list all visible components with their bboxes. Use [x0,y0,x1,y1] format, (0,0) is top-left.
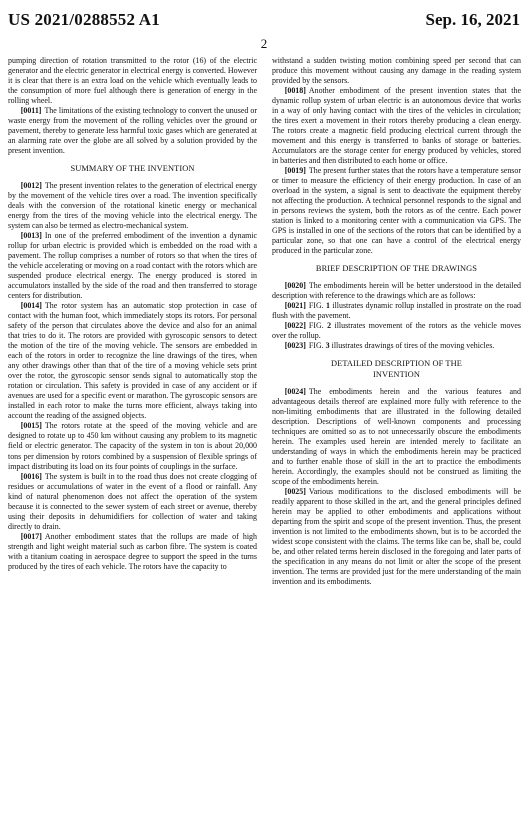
paragraph-number: [0024] [284,387,306,397]
paragraph-0014 [8,301,257,421]
paragraph-0012 [8,181,257,231]
figure-prefix: FIG. [308,321,328,331]
paragraph-text: The rotors rotate at the speed of the moving vehicle and are designed to rotate up to 450 km without causing any problem to its magnetic field or electric generator. The capacity of the system in ton is about 20,000 tons per dimension by rotors combined by a suspension of flexible springs of impact distributing its load on its four points of couplings in the surface. [8,421,257,471]
paragraph-0013 [8,231,257,301]
paragraph-text: illustrates drawings of tires of the moving vehicles. [329,341,495,351]
paragraph-0023 [272,341,521,351]
paragraph-number: [0017] [20,531,42,541]
publication-date: Sep. 16, 2021 [425,10,520,29]
paragraph-number: [0020] [284,281,306,291]
figure-prefix: FIG. [308,301,327,311]
left-column [8,56,257,824]
paragraph-0011 [8,106,257,156]
figure-number: 3 [325,341,330,351]
heading-line-2: INVENTION [373,370,420,380]
paragraph-number: [0013] [20,231,42,241]
figure-prefix: FIG. [308,341,326,351]
continuation-paragraph: withstand a sudden twisting motion combining speed per second that can produce this movement without causing any damage in the reading system provided by the sensors. [272,56,521,86]
paragraph-0019 [272,166,521,256]
paragraph-text: The embodiments herein and the various features and advantageous details thereof are explained more fully with reference to the non-limiting embodiments that are illustrated in the following detailed description. Descriptions of well-known components and processing techniques are omitted so as to not unnecessarily obscure the embodiments herein. The examples used herein are intended merely to facilitate an understanding of ways in which the embodiments herein may be practiced and to further enable those of skill in the art to practice the embodiments herein. Accordingly, the examples should not be construed as limiting the scope of the embodiments herein. [272,387,521,487]
paragraph-text: Another embodiment of the present invention states that the dynamic rollup system of urban electric is an autonomous device that works in a way of only having contact with the tires of the vehicles in circulation; the tires exert a movement in their rotors thereby producing a clean energy. The rotors create a magnetic field producing electrical current through the movement and this energy is transferred to banks of storage or batteries. Accumulators are the storage center for energy produced by vehicles, stored in batteries and then distributed to each home or office. [272,86,521,166]
paragraph-text: Another embodiment states that the rollups are made of high strength and light weight material such as carbon fibre. The system is coated with a titanium coating in aerospace degree to support the speed in the turns produced by the tires of each vehicle. The rotors have the capacity to [8,531,257,571]
paragraph-0025 [272,487,521,587]
paragraph-number: [0021] [284,301,306,311]
right-column [272,56,521,824]
paragraph-number: [0025] [284,487,306,497]
paragraph-text: The present invention relates to the generation of electrical energy by the movement of the vehicle tires over a road. The invention specifically deals with the conversion of the rotational kinetic energy or mechanical energy from the tires of the moving vehicle into the electrical energy. The system can also be termed as electro-mechanical system. [8,181,257,231]
paragraph-number: [0011] [20,106,42,116]
paragraph-text: The embodiments herein will be better understood in the detailed description with reference to the drawings which are as follows: [272,281,521,301]
continuation-paragraph: pumping direction of rotation transmitted to the rotor (16) of the electric generator and the electric generator in electrical energy is converted. However it is clear that there is an extra load on the vehicle which eventually leads to the consumption of more fuel although there is generation of energy in the rolling wheel. [8,56,257,106]
paragraph-0022 [272,321,521,341]
paragraph-number: [0018] [284,86,306,96]
page-header [8,10,520,30]
paragraph-text: The rotor system has an automatic stop protection in case of contact with the human foot, which immediately stops its rotors. For personal safety of the person that circulates above the device and also for an animal that tries to do it. The rotors are provided with gyroscopic sensors to detect the motion of the tire of the moving vehicle. The sensors are embedded in each of the rotors in order to recognize the line drawings of the tires, when any other drawings other than that of the tire of a moving vehicle sets print over the rotor, the gyroscopic sensor sends signal to automatically stop the rotation or circulation. This safety is provided in case of any accident or if avenues are used for a specific event or marathon. The gyroscopic sensors are installed in each rotor to make the turns more efficient, always taking into account the reading of the assigned objects. [8,301,257,421]
paragraph-0016 [8,472,257,532]
heading-line-1: DETAILED DESCRIPTION OF THE [331,359,462,369]
paragraph-number: [0022] [284,321,306,331]
section-heading-detailed [272,359,521,381]
paragraph-0018 [272,86,521,166]
paragraph-text: The limitations of the existing technology to convert the unused or waste energy from the movement of the rolling vehicles over the ground or pavement, thereby to generate less harmful toxic gases which are generated at an alarming rate over the globe are all solved by a solution provided by the present invention. [8,106,257,156]
paragraph-number: [0014] [20,301,42,311]
paragraph-0024 [272,387,521,487]
paragraph-text: The system is built in to the road thus does not create clogging of residues or accumulations of water in the event of a flood or rainfall. Any kind of natural phenomenon does not affect the operation of the system because it is connected to the sewer system of each street or avenue, thereby using their deposits in dehumidifiers for collection of water and taking directly to drain. [8,471,257,531]
paragraph-0021 [272,301,521,321]
section-heading-summary: SUMMARY OF THE INVENTION [70,164,195,174]
publication-number: US 2021/0288552 A1 [8,10,160,29]
paragraph-text: In one of the preferred embodiment of the invention a dynamic rollup for urban electric is provided which is embedded on the road with a pavement. The rollup comprises a number of rotors so that when the tires of the vehicle accelerating or moving on a road contact with the rotors which are suspended produce electrical energy. The energy produced is stored in accumulators installed by the side of the road and then transferred to storage centers for distribution. [8,231,257,301]
paragraph-number: [0016] [20,471,42,481]
figure-number: 2 [327,321,332,331]
paragraph-0017 [8,532,257,572]
paragraph-0020 [272,281,521,301]
paragraph-number: [0019] [284,166,306,176]
paragraph-number: [0015] [20,421,42,431]
paragraph-text: illustrates dynamic rollup installed in prostrate on the road flush with the pavement. [272,301,521,321]
section-heading-drawings: BRIEF DESCRIPTION OF THE DRAWINGS [315,264,478,274]
paragraph-text: The present further states that the rotors have a temperature sensor or timer to measure the efficiency of their energy production. In case of an overload in the system, a signal is sent to deactivate the equipment thereby not affecting the production. A technical personnel responds to the signal and in persons reviews the system, both the rotors as of the centre. Each power station is linked to a monitoring center with a communication via GPS. The GPS is installed in one of the sections of the rotors that can be identified by a particular zone, so that one can have a control of the electrical energy produced in the particular zone. [272,166,521,256]
page-number: 2 [260,36,268,51]
paragraph-number: [0023] [284,341,306,351]
paragraph-text: illustrates movement of the rotors as the vehicle moves over the rollup. [272,321,521,341]
paragraph-number: [0012] [20,181,42,191]
paragraph-0015 [8,421,257,471]
figure-number: 1 [326,301,330,311]
paragraph-text: Various modifications to the disclosed embodiments will be readily apparent to those skilled in the art, and the general principles defined herein may be applied to other embodiments and applications without departing from the spirit and scope of the present invention. Thus, the present invention is not limited to the embodiments shown, but is to be accorded the widest scope consistent with the claims. The terms like can be, shall be, could be, and other related terms herein disclosed in the foregoing and later parts of the specification in any means do not limit or alter the scope of the present invention. The terms are provided just for the mere understanding of the main invention and its embodiments. [272,487,521,587]
